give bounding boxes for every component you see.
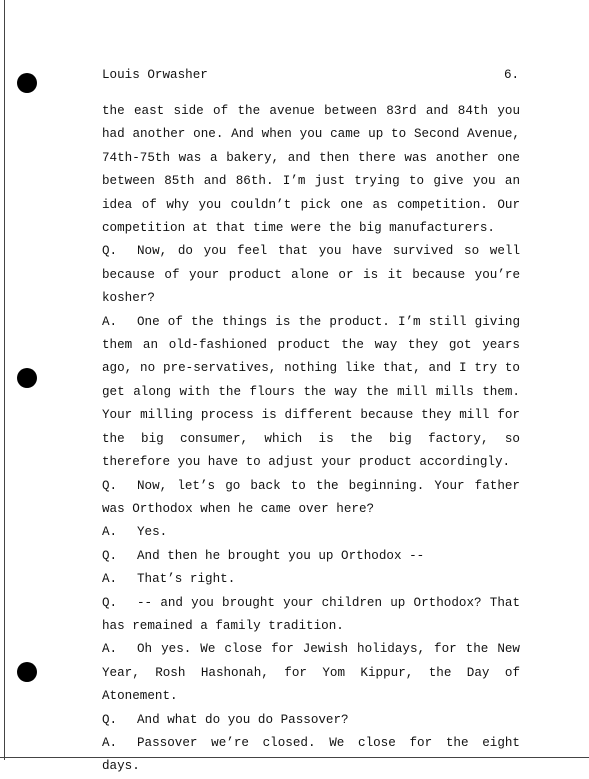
page-left-edge <box>4 0 5 760</box>
paragraph-text: Yes. <box>137 525 168 540</box>
punch-hole-top <box>17 73 37 93</box>
transcript-paragraph <box>102 100 520 240</box>
paragraph-text: And what do you do Passover? <box>137 712 349 727</box>
paragraph-text: the east side of the avenue between 83rd and 84th you had another one. And when you came up to Second Avenue, 74th-75th was a bakery, and then there was another one between 85th and 86th. I’m just trying to give you an idea of why you couldn’t pick one as competition. Our competition at that time were the big manufacturers. <box>102 104 520 236</box>
speaker-label: Q. <box>102 478 118 493</box>
speaker-label: A. <box>102 572 118 587</box>
paragraph-text: Oh yes. We close for Jewish holidays, for the New Year, Rosh Hashonah, for Yom Kippur, the Day of Atonement. <box>102 642 520 704</box>
paragraph-text: And then he brought you up Orthodox -- <box>137 548 425 563</box>
paragraph-text: That’s right. <box>137 572 236 587</box>
paragraph-text: -- and you brought your children up Orthodox? That has remained a family tradition. <box>102 595 520 633</box>
transcript-paragraph <box>102 521 520 544</box>
transcript-paragraph <box>102 592 520 639</box>
transcript-paragraph <box>102 240 520 310</box>
speaker-label: Q. <box>102 244 118 259</box>
transcript-paragraph <box>102 475 520 522</box>
speaker-label: Q. <box>102 595 118 610</box>
transcript-paragraph <box>102 545 520 568</box>
speaker-label: Q. <box>102 548 118 563</box>
punch-hole-middle <box>17 368 37 388</box>
header-page-number: 6. <box>504 68 520 82</box>
transcript-paragraph <box>102 709 520 732</box>
speaker-label: A. <box>102 525 118 540</box>
transcript-body <box>102 100 520 779</box>
paragraph-text: Now, let’s go back to the beginning. Your father was Orthodox when he came over here? <box>102 478 520 516</box>
paragraph-text: Passover we’re closed. We close for the eight days. <box>102 735 520 774</box>
header-interviewee-name: Louis Orwasher <box>102 68 208 82</box>
transcript-paragraph <box>102 311 520 475</box>
paragraph-text: Now, do you feel that you have survived so well because of your product alone or is it because you’re kosher? <box>102 244 520 306</box>
transcript-paragraph <box>102 568 520 591</box>
speaker-label: A. <box>102 642 118 657</box>
speaker-label: A. <box>102 735 118 750</box>
speaker-label: A. <box>102 314 118 329</box>
speaker-label: Q. <box>102 712 118 727</box>
transcript-paragraph <box>102 732 520 779</box>
transcript-paragraph <box>102 638 520 708</box>
paragraph-text: One of the things is the product. I’m still giving them an old-fashioned product the way they got years ago, no pre-servatives, nothing like that, and I try to get along with the flours the way the mill mills them. Your milling process is different because they mill for the big consumer, which is the big factory, so therefore you have to adjust your product accordingly. <box>102 314 520 470</box>
punch-hole-bottom <box>17 662 37 682</box>
